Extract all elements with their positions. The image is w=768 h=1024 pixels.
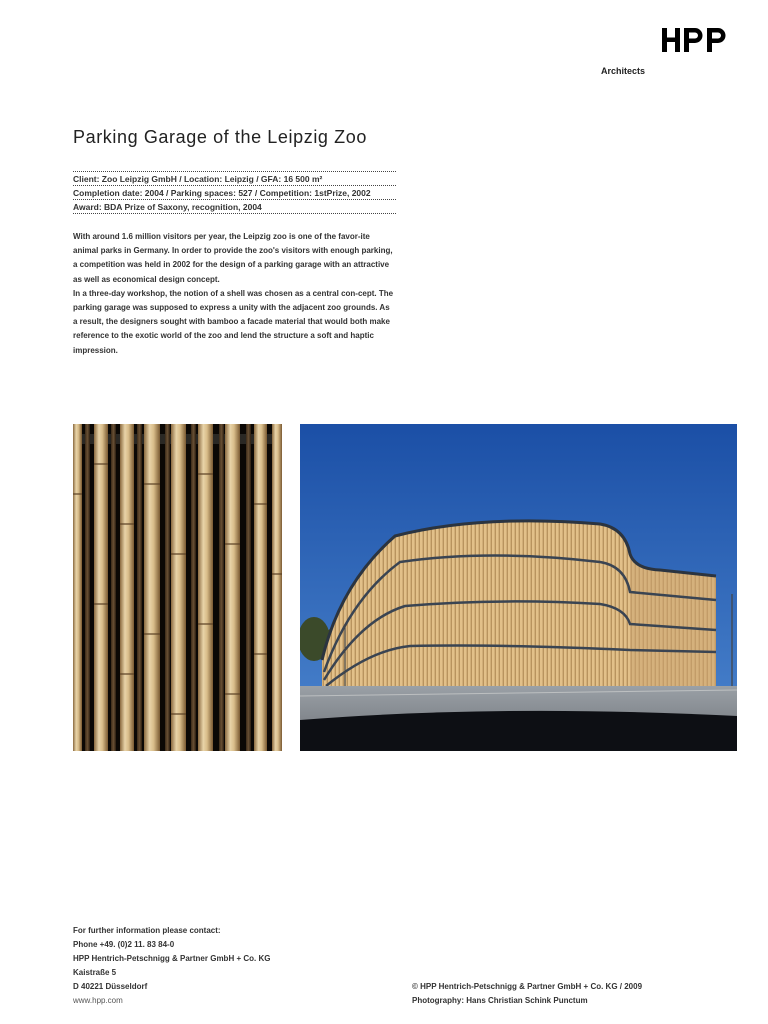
contact-line: For further information please contact: (73, 926, 221, 935)
fact-line-award: Award: BDA Prize of Saxony, recognition, 2004 (73, 200, 396, 214)
contact-line: HPP Hentrich-Petschnigg & Partner GmbH + Co. KG (73, 954, 271, 963)
description-paragraph: With around 1.6 million visitors per year, the Leipzig zoo is one of the favor-ite animal parks in Germany. In order to provide the zoo's visitors with enough parking, a competition was held in 2002 for the design of a parking garage with an attractive as well as economical design concept. (73, 232, 393, 284)
fact-line-completion: Completion date: 2004 / Parking spaces: 527 / Competition: 1stPrize, 2002 (73, 186, 396, 200)
project-description (73, 230, 396, 358)
fact-line-client: Client: Zoo Leipzig GmbH / Location: Leipzig / GFA: 16 500 m² (73, 172, 396, 186)
photo-credit-line: Photography: Hans Christian Schink Punctum (412, 996, 588, 1005)
page-title: Parking Garage of the Leipzig Zoo (73, 127, 367, 147)
hpp-logo (662, 26, 736, 54)
bamboo-facade-photo (73, 424, 282, 751)
garage-exterior-illustration (300, 424, 737, 751)
project-facts (73, 171, 396, 214)
contact-line: D 40221 Düsseldorf (73, 982, 148, 991)
copyright-line: © HPP Hentrich-Petschnigg & Partner GmbH + Co. KG / 2009 (412, 982, 643, 991)
garage-exterior-photo (300, 424, 737, 751)
contact-line: Kaistraße 5 (73, 968, 117, 977)
website-link[interactable]: www.hpp.com (73, 996, 123, 1005)
bamboo-facade-illustration (73, 424, 282, 751)
copyright-block (412, 980, 642, 1008)
contact-line: Phone +49. (0)2 11. 83 84-0 (73, 940, 175, 949)
description-paragraph: In a three-day workshop, the notion of a shell was chosen as a central con-cept. The parking garage was supposed to express a unity with the adjacent zoo grounds. As a result, the designers sought with bamboo a facade material that would both make reference to the exotic world of the zoo and lend the structure a soft and haptic impression. (73, 288, 394, 355)
logo-tagline: Architects (601, 66, 646, 76)
contact-block (73, 924, 270, 1008)
